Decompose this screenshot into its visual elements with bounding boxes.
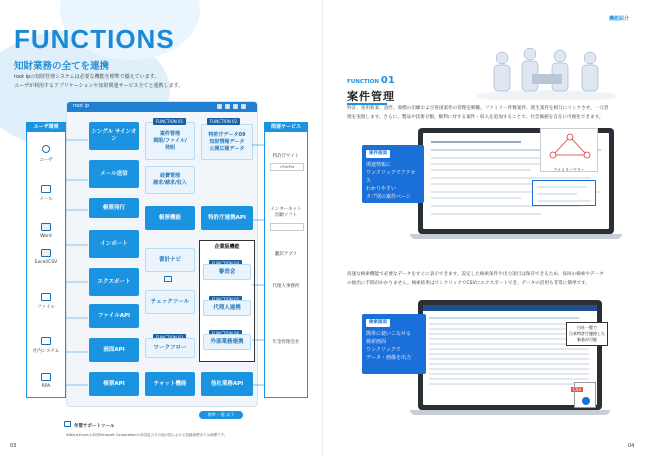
window-logo: root ip xyxy=(73,103,90,109)
tile-jpo-data[interactable]: 特許庁データ09 知財情報データ 公開広報データ xyxy=(201,124,253,160)
user-item: メール xyxy=(39,197,53,202)
csv-file-icon xyxy=(574,382,596,408)
callout-header: 検索画面 xyxy=(366,319,390,327)
family-tree-panel xyxy=(540,128,598,172)
enterprise-group-title: 企業版機能 xyxy=(214,244,240,250)
para-line: 理を実現します。さらに、製品や技術分類、権利に対する案件・収入を追加することで、社会価値を自在に可視化できます。 xyxy=(347,115,604,120)
tile-agent-link[interactable]: 代理人連携 xyxy=(203,300,251,316)
people-image xyxy=(472,44,622,100)
csv-badge: CSV xyxy=(573,387,582,392)
page-subtitle: 知財業務の全てを連携 xyxy=(14,61,110,72)
callout-line: 検索画面 xyxy=(366,339,387,345)
tool-icon xyxy=(64,421,71,427)
function-number: 01 xyxy=(380,75,395,86)
callout-line: データ・画像を出力 xyxy=(366,355,412,361)
user-environment-header: ユーザ環境 xyxy=(27,123,65,132)
user-item: Word xyxy=(40,234,52,239)
tile-chat[interactable]: チャット機能 xyxy=(145,372,195,396)
tile-sso[interactable]: シングル サインオン xyxy=(89,122,139,150)
service-item: 年金管理会社 xyxy=(272,340,300,345)
callout-line: 関連情報に xyxy=(366,162,392,168)
desc-line: root ipの知財管理システムは必要な機能を標準で揃えています。 xyxy=(14,74,160,80)
callout-line: 簡単に使いこなせる xyxy=(366,331,412,337)
software-logo xyxy=(270,223,304,231)
search-note: 白社一覧で 日本特許庁連絡した 新着が可能 xyxy=(566,322,608,346)
search-description xyxy=(347,270,617,288)
section-heading: 案件管理 xyxy=(347,90,395,103)
zoom-panel xyxy=(532,180,596,206)
laptop-base xyxy=(410,234,622,239)
footer-label: 年管サポートツール xyxy=(74,424,115,429)
service-item: 翻訳アプリ xyxy=(274,252,298,257)
callout-line: ワンクリックで xyxy=(366,347,401,353)
jpo-logo: J-PlatPat xyxy=(270,163,304,171)
tile-import[interactable]: インポート xyxy=(89,230,139,258)
footnote: ※Word,Excelは米国Microsoft Corporationの米国及びその他の国における登録商標または商標です。 xyxy=(66,433,228,437)
function-label: FUNCTION 01 xyxy=(153,118,186,125)
tile-file-api[interactable]: ファイルAPI xyxy=(89,304,139,328)
tile-case-management[interactable]: 案件管理 期限/ファイル/ 発明 xyxy=(145,122,195,160)
tile-report[interactable]: 帳票機能 xyxy=(145,206,195,230)
tile-mail[interactable]: メール送信 xyxy=(89,160,139,188)
page-title: FUNCTIONS xyxy=(14,24,175,54)
page-number: 03 xyxy=(10,443,17,449)
left-page xyxy=(0,0,322,456)
tile-workflow[interactable]: ワークフロー xyxy=(145,338,195,358)
tile-jpo-api[interactable]: 特許庁連携API xyxy=(201,206,253,230)
service-item: インターネット 出願ソフト xyxy=(270,207,302,218)
section-tag: 機能紹介 xyxy=(608,16,629,22)
function-label: FUNCTION 02 xyxy=(207,118,240,125)
function-label xyxy=(347,75,395,86)
user-item: 社内システム xyxy=(32,349,60,354)
user-item: RPA xyxy=(41,384,51,389)
people-illustration xyxy=(472,44,622,100)
tile-screen-api[interactable]: 画面API xyxy=(89,338,139,362)
tile-other-api[interactable]: 他社業務API xyxy=(201,372,253,396)
family-tree-graph xyxy=(541,129,599,163)
related-services-header: 関連サービス xyxy=(265,123,307,132)
user-item: Excel/CSV xyxy=(34,260,58,265)
para-line: 特許、実用新案、意匠、商標の出願および各国案件の管理を網羅。ファミリー件数案件、派生案件を相互にリンクさせ、一元管 xyxy=(347,106,609,111)
user-item: ファイル xyxy=(37,305,55,310)
para-line: の抽出に手間がかかりません。検索結果はワンクリックでCSVにエクスポートでき、データの活用も非常に簡単です。 xyxy=(347,281,590,286)
tile-external[interactable]: 外部業務連携 xyxy=(203,334,251,350)
case-description xyxy=(347,104,617,122)
related-services-panel xyxy=(264,122,308,398)
tile-form[interactable]: 帳票発行 xyxy=(89,198,139,218)
tile-expense[interactable]: 経費管理 請求/請求/収入 xyxy=(145,166,195,194)
tile-review[interactable]: 審査会 xyxy=(203,264,251,280)
function-word: FUNCTION xyxy=(347,79,379,85)
search-callout xyxy=(362,314,426,374)
callout-line: ワンクリックでアクセス xyxy=(366,170,416,184)
service-item: 代理人事務所 xyxy=(272,284,300,289)
user-item: ユーザ xyxy=(39,158,53,163)
page-number: 04 xyxy=(628,443,635,449)
callout-line: わかりやすい xyxy=(366,186,397,192)
case-callout xyxy=(362,145,424,203)
tile-check-tool[interactable]: チェックツール xyxy=(145,290,195,314)
list-pill[interactable]: 標準 一覧 以下 xyxy=(199,411,243,419)
download-icon xyxy=(582,397,590,405)
laptop-base xyxy=(410,410,610,415)
tile-export[interactable]: エクスポート xyxy=(89,268,139,296)
desc-line: ユーザが利用するアプリケーションや知財関連サービス全てと連携します。 xyxy=(14,83,184,89)
tile-nav[interactable]: 書計ナビ xyxy=(145,248,195,272)
callout-header: 案件画面 xyxy=(366,150,390,158)
family-tree-label: ファミリーツリー xyxy=(553,167,585,172)
tile-report-api[interactable]: 帳票API xyxy=(89,372,139,396)
callout-line: タブ別の案件ページ xyxy=(366,194,411,200)
service-item: 特許庁サイト xyxy=(272,154,300,159)
para-line: 高速な検索機能で必要なデータをすぐに表示できます。設定した検索条件や出力項目は保存できるため、毎回の検索やデータ xyxy=(347,272,604,277)
